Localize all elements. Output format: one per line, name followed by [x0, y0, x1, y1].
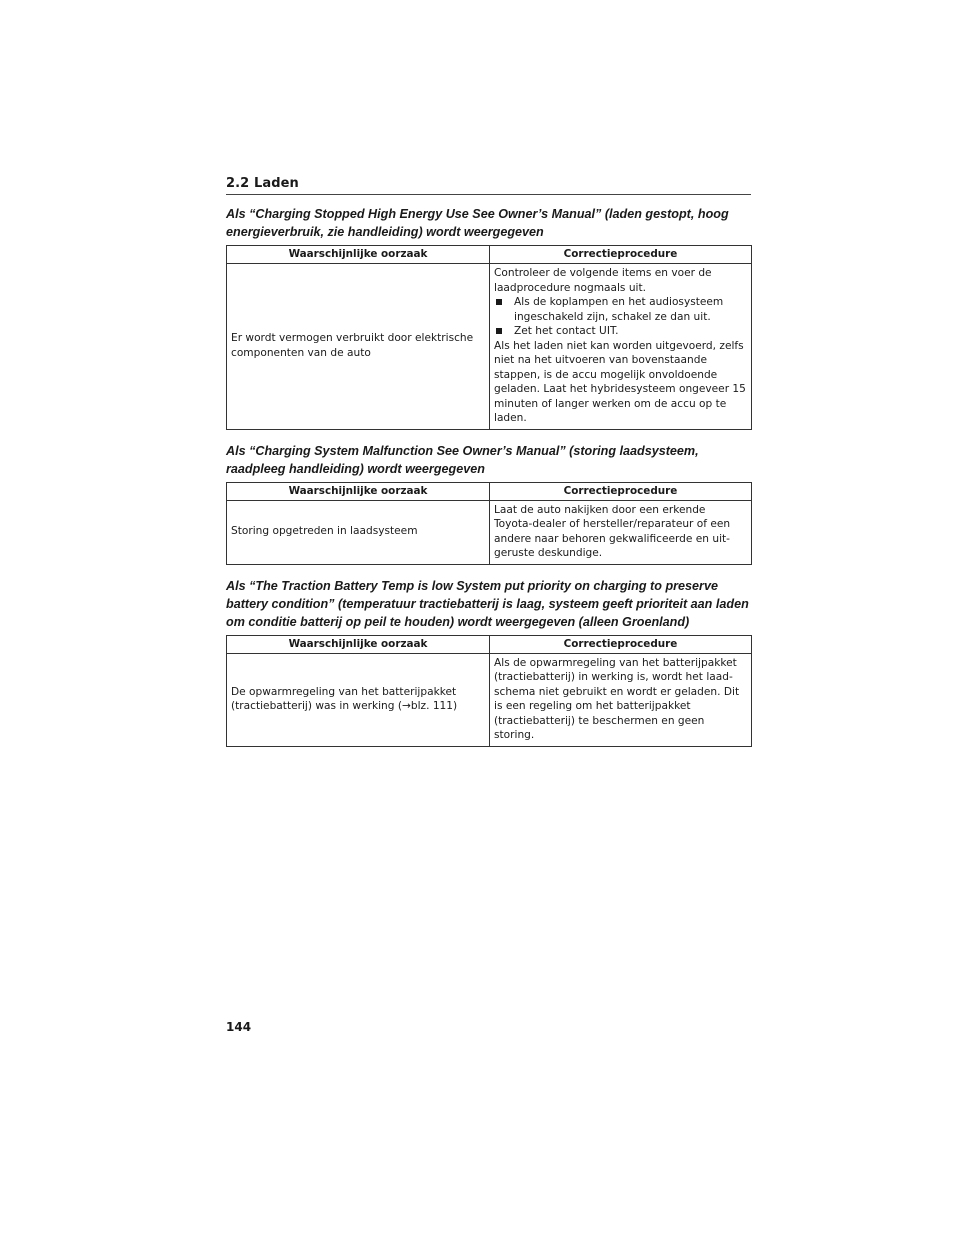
- table-header-row: [227, 482, 752, 500]
- column-header-procedure: Correctieprocedure: [490, 246, 752, 264]
- procedure-cell: Als de opwarmregeling van het batterijpakket (tractiebatterij) in werking is, wordt het laad-schema niet gebruikt en wordt er geladen. Dit is een regeling om het batterijpakket (tractiebatterij) te beschermen en geen storing.: [490, 653, 752, 746]
- table-row: [227, 500, 752, 564]
- page-number: 144: [226, 1020, 252, 1034]
- table-header-row: [227, 635, 752, 653]
- table-row: [227, 264, 752, 430]
- column-header-procedure: Correctieprocedure: [490, 482, 752, 500]
- section-title: 2.2 Laden: [226, 176, 751, 195]
- table-header-row: [227, 246, 752, 264]
- message-heading-malfunction: Als “Charging System Malfunction See Owner’s Manual” (storing laadsysteem, raadpleeg handleiding) wordt weergegeven: [226, 443, 699, 476]
- column-header-procedure: Correctieprocedure: [490, 635, 752, 653]
- procedure-intro: Controleer de volgende items en voer de laadprocedure nogmaals uit.: [494, 267, 712, 294]
- procedure-cell: Laat de auto nakijken door een erkende Toyota-dealer of hersteller/reparateur of een andere naar behoren gekwalificeerde en uit-geruste deskundige.: [490, 500, 752, 564]
- column-header-cause: Waarschijnlijke oorzaak: [227, 246, 490, 264]
- table-malfunction: [226, 482, 752, 565]
- cause-cell: Er wordt vermogen verbruikt door elektrische componenten van de auto: [227, 264, 490, 430]
- message-heading-high-energy: Als “Charging Stopped High Energy Use See Owner’s Manual” (laden gestopt, hoog energieverbruik, zie handleiding) wordt weergegeven: [226, 207, 729, 239]
- cause-cell: De opwarmregeling van het batterijpakket (tractiebatterij) was in werking (→blz. 111): [227, 653, 490, 746]
- table-battery-temp: [226, 635, 752, 747]
- table-high-energy: [226, 245, 752, 430]
- manual-page: [226, 176, 751, 747]
- column-header-cause: Waarschijnlijke oorzaak: [227, 482, 490, 500]
- procedure-bullet: Als de koplampen en het audiosysteem ingeschakeld zijn, schakel ze dan uit.: [494, 295, 747, 324]
- message-heading-battery-temp: Als “The Traction Battery Temp is low System put priority on charging to preserve battery condition” (temperatuur tractiebatterij is laag, systeem geeft prioriteit aan laden om conditie batterij op peil te houden) wordt weergegeven (alleen Groenland): [226, 578, 749, 629]
- table-row: [227, 653, 752, 746]
- column-header-cause: Waarschijnlijke oorzaak: [227, 635, 490, 653]
- cause-cell: Storing opgetreden in laadsysteem: [227, 500, 490, 564]
- procedure-bullet: Zet het contact UIT.: [494, 324, 747, 339]
- procedure-cell: [490, 264, 752, 430]
- procedure-outro: Als het laden niet kan worden uitgevoerd, zelfs niet na het uitvoeren van bovenstaande stappen, is de accu mogelijk onvoldoende geladen. Laat het hybridesysteem ongeveer 15 minuten of langer werken om de accu op te laden.: [494, 339, 746, 424]
